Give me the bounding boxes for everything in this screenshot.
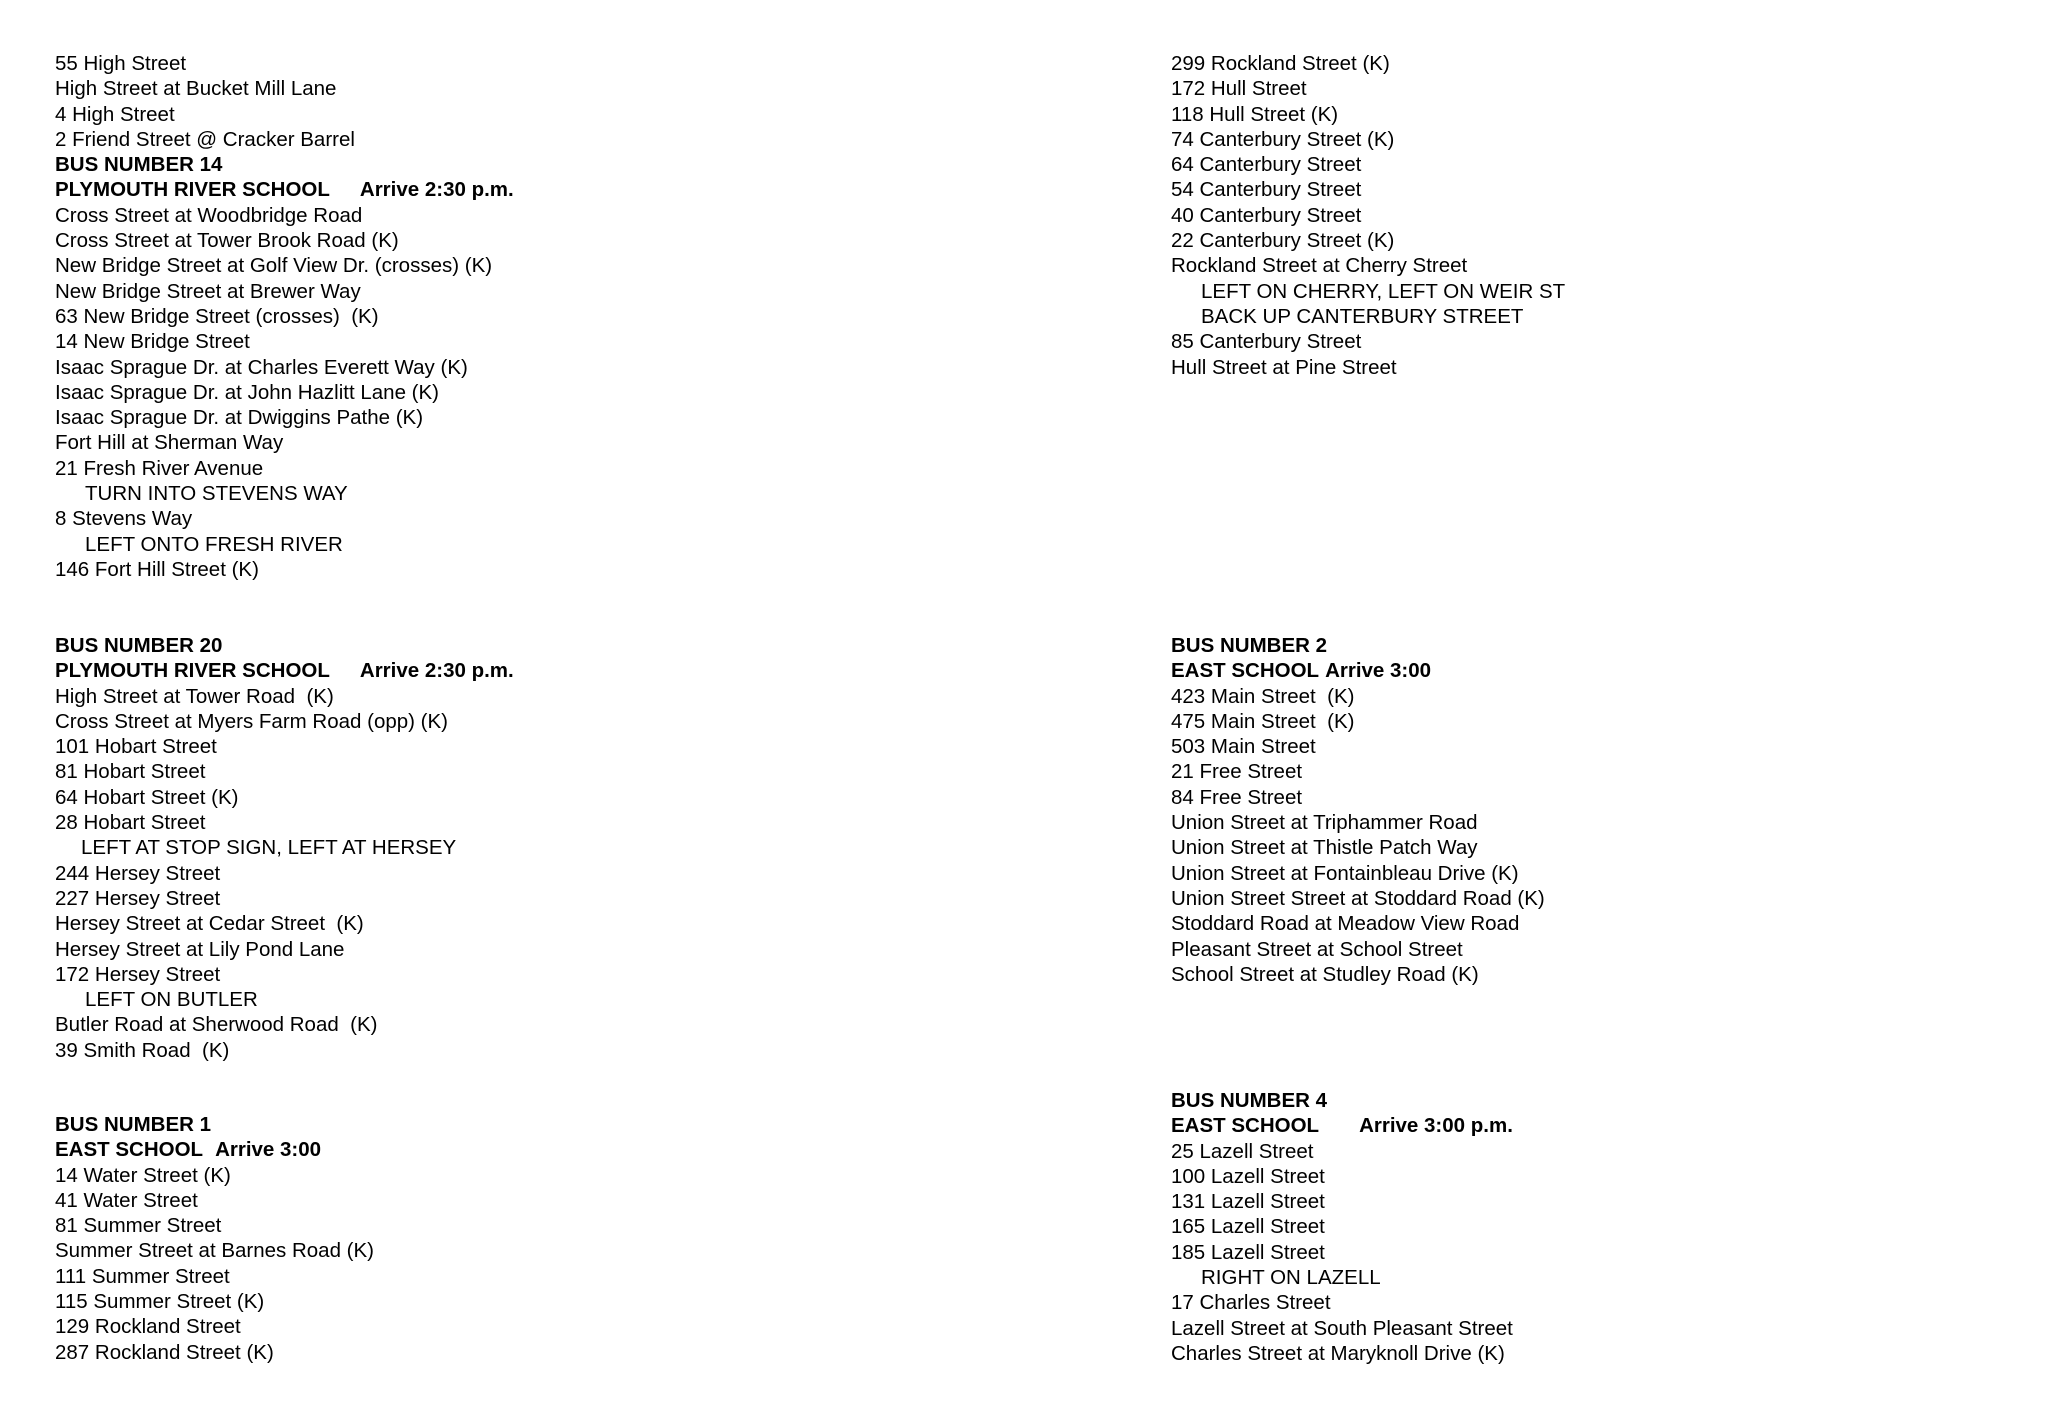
stop-line: Rockland Street at Cherry Street [1171, 254, 1468, 278]
bus-4-school-line [1171, 1113, 2048, 1138]
route-bus-2 [1171, 633, 2048, 987]
bus-20-school: PLYMOUTH RIVER SCHOOL [55, 659, 330, 683]
route-continuation-left [55, 51, 955, 582]
bus-20-arrive-time: Arrive 2:30 p.m. [359, 659, 514, 683]
stop-line: Isaac Sprague Dr. at John Hazlitt Lane (K) [55, 380, 440, 404]
stop-line: 64 Hobart Street (K) [55, 785, 239, 809]
stop-line: 40 Canterbury Street [1171, 203, 1362, 227]
stop-line: 185 Lazell Street [1171, 1240, 1325, 1264]
bus-14-arrive-time: Arrive 2:30 p.m. [359, 178, 514, 202]
stop-line: 165 Lazell Street [1171, 1215, 1325, 1239]
stop-line: 63 New Bridge Street (crosses) (K) [55, 304, 379, 328]
bus-2-arrive-time: Arrive 3:00 [1325, 659, 1432, 683]
stop-line: Cross Street at Tower Brook Road (K) [55, 229, 399, 253]
stop-line: 287 Rockland Street (K) [55, 1340, 274, 1364]
bus-1-heading: BUS NUMBER 1 [55, 1113, 212, 1136]
bus-4-stop-list [1171, 1139, 2048, 1367]
stop-line: Pleasant Street at School Street [1171, 937, 1463, 961]
stop-line: 85 Canterbury Street [1171, 330, 1362, 354]
continuation-stop-list [1171, 51, 2048, 380]
stop-line: 503 Main Street [1171, 735, 1316, 759]
stop-line: Butler Road at Sherwood Road (K) [55, 1013, 378, 1037]
stop-line: 54 Canterbury Street [1171, 178, 1362, 202]
stop-line: Union Street at Fontainbleau Drive (K) [1171, 861, 1519, 885]
route-bus-4 [1171, 1088, 2048, 1366]
route-instruction: RIGHT ON LAZELL [1201, 1266, 1381, 1290]
bus-1-school: EAST SCHOOL [55, 1138, 204, 1162]
stop-line: Lazell Street at South Pleasant Street [1171, 1316, 1513, 1340]
route-continuation-right [1171, 51, 2048, 380]
stop-line: 22 Canterbury Street (K) [1171, 229, 1395, 253]
stop-line: 39 Smith Road (K) [55, 1038, 230, 1062]
stop-line: Union Street at Triphammer Road [1171, 811, 1478, 835]
stop-line: Charles Street at Maryknoll Drive (K) [1171, 1341, 1505, 1365]
stop-line: 64 Canterbury Street [1171, 153, 1362, 177]
bus-14-school-line [55, 177, 955, 202]
stop-line: 2 Friend Street @ Cracker Barrel [55, 127, 355, 151]
stop-line: 129 Rockland Street [55, 1315, 241, 1339]
stop-line: 25 Lazell Street [1171, 1139, 1314, 1163]
stop-line: 423 Main Street (K) [1171, 684, 1355, 708]
stop-line: Union Street Street at Stoddard Road (K) [1171, 886, 1545, 910]
route-bus-20 [55, 633, 955, 1063]
stop-line: 14 New Bridge Street [55, 330, 250, 354]
route-instruction: TURN INTO STEVENS WAY [85, 482, 348, 506]
stop-line: Stoddard Road at Meadow View Road [1171, 912, 1520, 936]
bus-20-school-line [55, 658, 955, 683]
stop-line: 41 Water Street [55, 1188, 198, 1212]
bus-2-heading: BUS NUMBER 2 [1171, 634, 1328, 657]
bus-2-stop-list [1171, 684, 2048, 988]
stop-line: Summer Street at Barnes Road (K) [55, 1239, 375, 1263]
bus-4-arrive-time: Arrive 3:00 p.m. [1359, 1114, 1513, 1138]
stop-line: 115 Summer Street (K) [55, 1290, 265, 1314]
stop-line: 17 Charles Street [1171, 1291, 1331, 1315]
bus-20-stop-list [55, 684, 955, 1063]
stop-line: 475 Main Street (K) [1171, 709, 1355, 733]
stop-line: Hull Street at Pine Street [1171, 355, 1397, 379]
stop-line: 21 Fresh River Avenue [55, 456, 264, 480]
route-instruction: LEFT ON CHERRY, LEFT ON WEIR ST [1201, 279, 1566, 303]
bus-1-arrive-time: Arrive 3:00 [215, 1138, 322, 1162]
stop-line: 55 High Street [55, 52, 187, 75]
bus-1-stop-list [55, 1163, 955, 1365]
stop-line: 172 Hull Street [1171, 77, 1307, 101]
bus-4-school: EAST SCHOOL [1171, 1114, 1320, 1138]
stop-line: Union Street at Thistle Patch Way [1171, 836, 1478, 860]
bus-2-school: EAST SCHOOL [1171, 659, 1320, 683]
stop-line: 81 Hobart Street [55, 760, 206, 784]
bus-2-school-line [1171, 658, 2048, 683]
stop-line: 81 Summer Street [55, 1214, 222, 1238]
bus-14-heading: BUS NUMBER 14 [55, 153, 223, 177]
route-instruction: LEFT ONTO FRESH RIVER [85, 532, 343, 556]
stop-line: 227 Hersey Street [55, 886, 221, 910]
stop-line: 118 Hull Street (K) [1171, 102, 1339, 126]
stop-line: 131 Lazell Street [1171, 1190, 1325, 1214]
bus-1-school-line [55, 1137, 955, 1162]
bus-4-heading: BUS NUMBER 4 [1171, 1089, 1328, 1112]
route-instruction: BACK UP CANTERBURY STREET [1201, 304, 1524, 328]
stop-line: 244 Hersey Street [55, 861, 221, 885]
stop-line: High Street at Bucket Mill Lane [55, 77, 337, 101]
stop-line: New Bridge Street at Golf View Dr. (crosses) (K) [55, 254, 493, 278]
stop-line: Hersey Street at Cedar Street (K) [55, 912, 364, 936]
stop-line: Cross Street at Woodbridge Road [55, 203, 363, 227]
stop-line: 299 Rockland Street (K) [1171, 52, 1390, 75]
stop-line: Isaac Sprague Dr. at Charles Everett Way (K) [55, 355, 468, 379]
stop-line: 84 Free Street [1171, 785, 1303, 809]
stop-line: 100 Lazell Street [1171, 1164, 1325, 1188]
stop-line: High Street at Tower Road (K) [55, 684, 334, 708]
stop-line: 146 Fort Hill Street (K) [55, 557, 259, 581]
stop-line: Hersey Street at Lily Pond Lane [55, 937, 345, 961]
stop-line: Isaac Sprague Dr. at Dwiggins Pathe (K) [55, 406, 424, 430]
bus-14-school: PLYMOUTH RIVER SCHOOL [55, 178, 330, 202]
bus-14-stop-list [55, 203, 955, 582]
stop-line: School Street at Studley Road (K) [1171, 962, 1479, 986]
stop-line: 8 Stevens Way [55, 507, 193, 531]
stop-line: Fort Hill at Sherman Way [55, 431, 284, 455]
route-bus-1 [55, 1112, 955, 1365]
stop-line: 28 Hobart Street [55, 811, 206, 835]
stop-line: 74 Canterbury Street (K) [1171, 127, 1395, 151]
stop-line: 101 Hobart Street [55, 735, 217, 759]
stop-line: 172 Hersey Street [55, 962, 221, 986]
route-instruction: LEFT ON BUTLER [85, 988, 258, 1012]
route-instruction: LEFT AT STOP SIGN, LEFT AT HERSEY [81, 836, 457, 860]
stop-line: Cross Street at Myers Farm Road (opp) (K) [55, 709, 449, 733]
stop-line: 4 High Street [55, 102, 175, 126]
bus-20-heading: BUS NUMBER 20 [55, 634, 223, 657]
stop-line: 14 Water Street (K) [55, 1163, 231, 1187]
stop-line: 111 Summer Street [55, 1264, 230, 1288]
stop-line: 21 Free Street [1171, 760, 1303, 784]
stop-line: New Bridge Street at Brewer Way [55, 279, 361, 303]
